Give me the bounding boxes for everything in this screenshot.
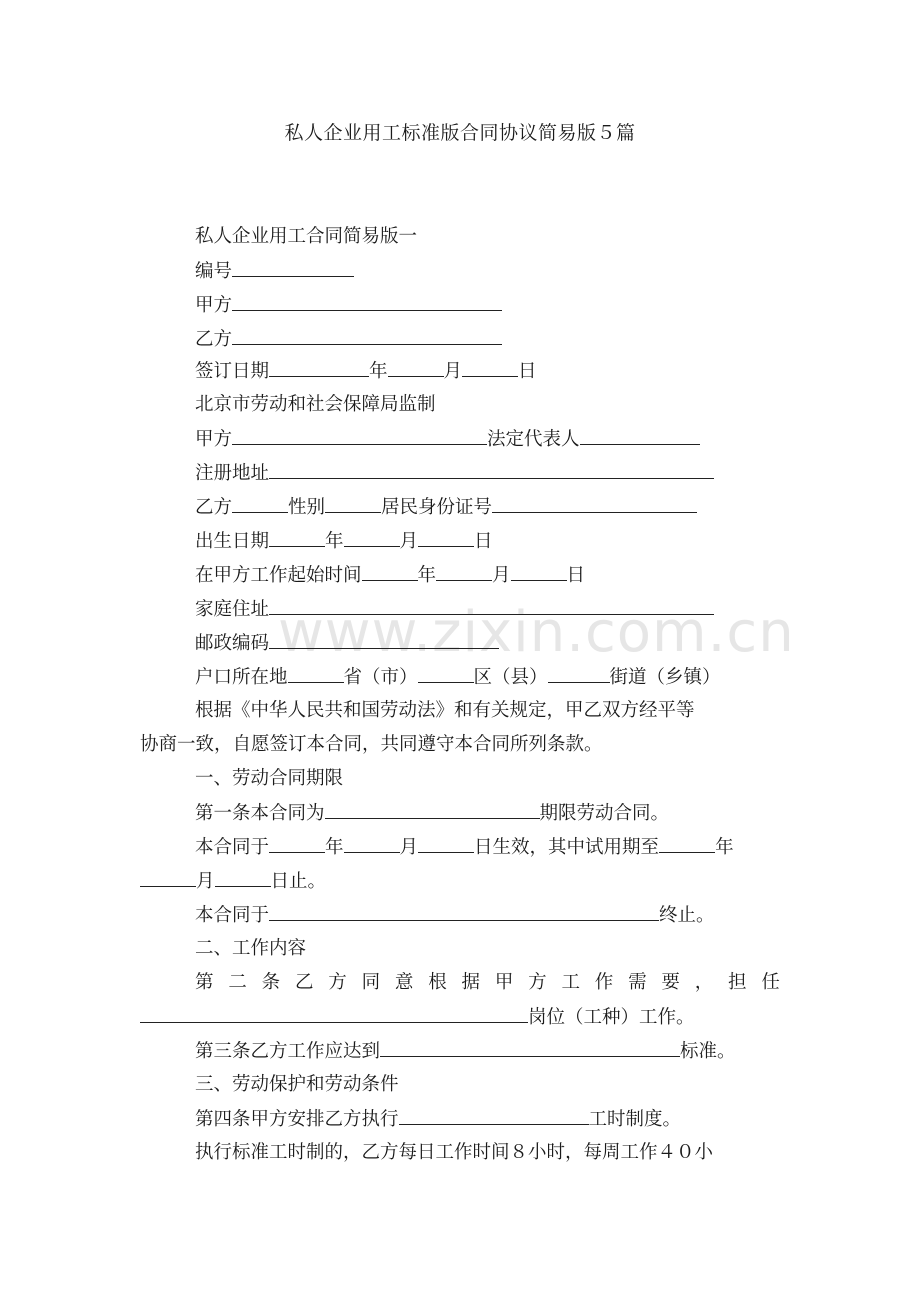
article-2-char: 方 <box>528 972 547 993</box>
article-2-char: 方 <box>328 972 347 993</box>
article-2-char: 二 <box>228 972 247 993</box>
number-line: 编号 <box>195 258 354 285</box>
reg-address-line: 注册地址 <box>195 460 714 487</box>
birth-date-line: 出生日期 年 月 日 <box>195 528 493 555</box>
watermark: www.zixin.com.cn <box>278 600 795 665</box>
article-2-char: ， <box>694 972 714 993</box>
article-2-char: 同 <box>361 972 381 993</box>
article-2-char: 第 <box>195 972 214 993</box>
article-2-char: 作 <box>594 972 614 993</box>
party-a-rep-line: 甲方 法定代表人 <box>195 426 700 453</box>
law-paragraph-line1: 根据《中华人民共和国劳动法》和有关规定，甲乙双方经平等 <box>195 700 695 721</box>
article-2-char: 要 <box>661 972 680 993</box>
party-b-info-line: 乙方 性别 居民身份证号 <box>195 494 697 521</box>
article-4-line: 第四条甲方安排乙方执行 工时制度。 <box>195 1106 681 1133</box>
supervise-line: 北京市劳动和社会保障局监制 <box>195 394 436 415</box>
article-2-char: 担 <box>728 972 747 993</box>
article-2-line2: 岗位（工种）工作。 <box>140 1004 695 1031</box>
hukou-line: 户口所在地 省（市） 区（县） 街道（乡镇） <box>195 664 721 691</box>
article-2-char: 条 <box>261 972 281 993</box>
home-address-line: 家庭住址 <box>195 596 714 623</box>
section-1-heading: 一、劳动合同期限 <box>195 768 344 789</box>
article-2-char: 根 <box>428 972 447 993</box>
law-paragraph-line2: 协商一致，自愿签订本合同，共同遵守本合同所列条款。 <box>140 734 603 755</box>
party-a-line: 甲方 <box>195 292 502 319</box>
contract-heading: 私人企业用工合同简易版一 <box>195 226 418 247</box>
sign-date-line: 签订日期 年 月 日 <box>195 358 537 385</box>
section-2-heading: 二、工作内容 <box>195 938 307 959</box>
article-2-char: 任 <box>761 972 780 993</box>
article-2-line1 <box>195 970 780 996</box>
article-2-char: 乙 <box>294 972 314 993</box>
article-1-line: 第一条本合同为 期限劳动合同。 <box>195 800 669 827</box>
article-2-char: 甲 <box>494 972 514 993</box>
standard-hours-line: 执行标准工时制的，乙方每日工作时间８小时，每周工作４０小 <box>195 1142 714 1163</box>
effective-line1: 本合同于 年 月 日生效，其中试用期至 年 <box>195 834 734 861</box>
article-2-char: 据 <box>461 972 481 993</box>
postcode-line: 邮政编码 <box>195 630 499 657</box>
effective-line2: 月 日止。 <box>140 868 326 895</box>
article-2-char: 需 <box>628 972 647 993</box>
article-2-char: 工 <box>561 972 580 993</box>
start-work-line: 在甲方工作起始时间 年 月 日 <box>195 562 585 589</box>
article-2-char: 意 <box>394 972 414 993</box>
document-title: 私人企业用工标准版合同协议简易版５篇 <box>284 122 636 144</box>
termination-line: 本合同于 终止。 <box>195 902 715 929</box>
section-3-heading: 三、劳动保护和劳动条件 <box>195 1074 399 1095</box>
article-3-line: 第三条乙方工作应达到 标准。 <box>195 1038 736 1065</box>
party-b-line: 乙方 <box>195 326 502 353</box>
